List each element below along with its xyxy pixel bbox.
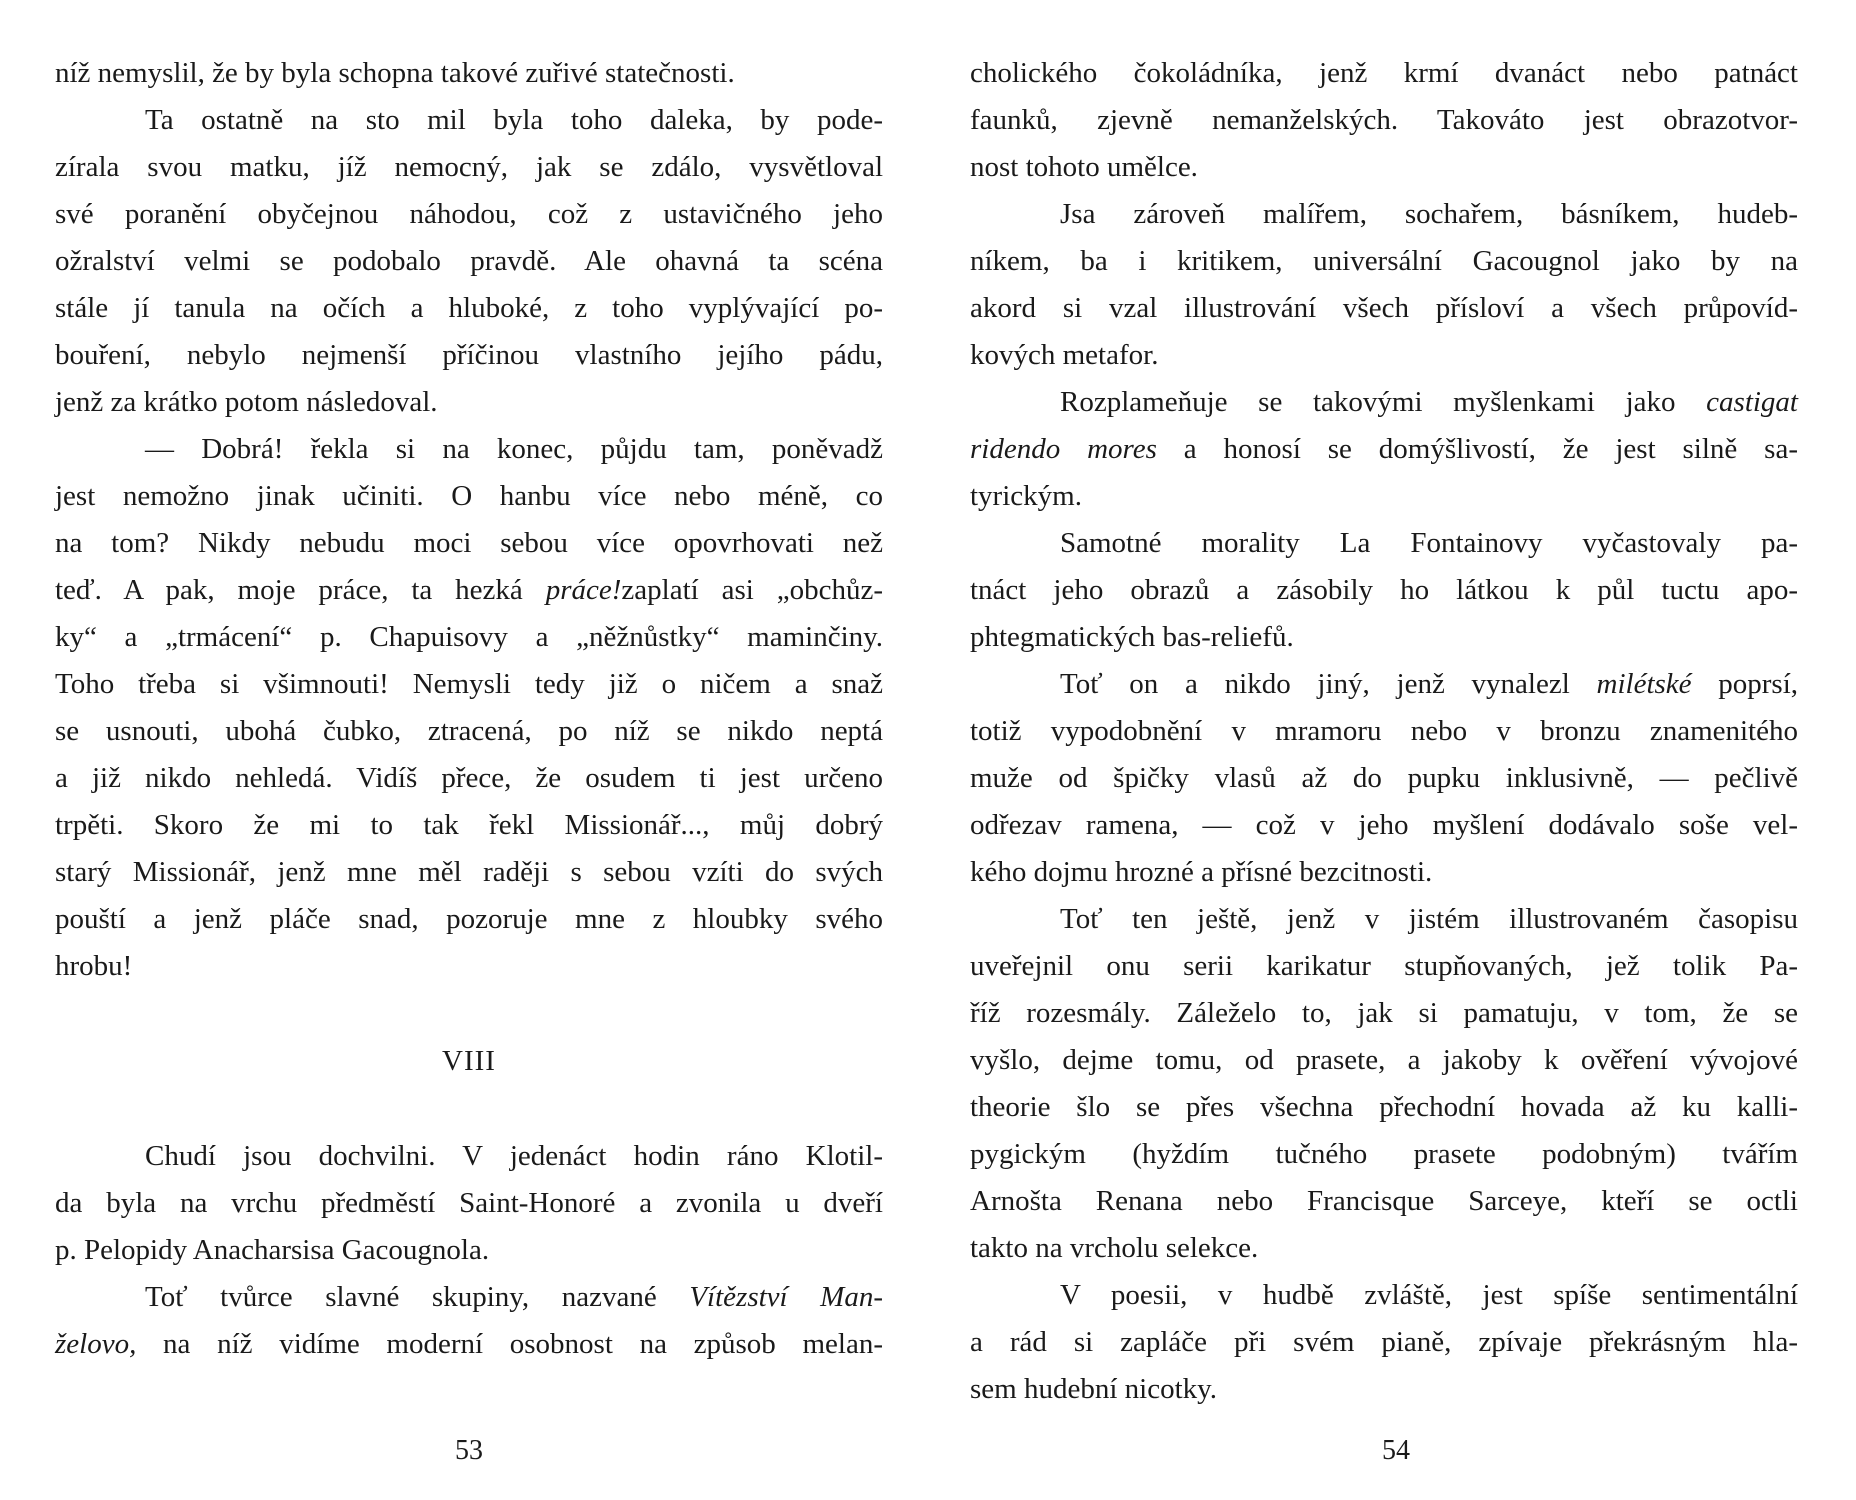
text-line: trpěti. Skoro že mi to tak řekl Missionář..., můj dobrý [55, 809, 883, 841]
text-line: Arnošta Renana nebo Francisque Sarceye, kteří se octli [970, 1185, 1798, 1217]
text-line: a rád si zapláče při svém pianě, zpívaje překrásným hla- [970, 1326, 1798, 1358]
text-line: jenž za krátko potom následoval. [55, 386, 438, 418]
italic-word: práce! [545, 574, 622, 606]
text-line: tyrickým. [970, 480, 1082, 512]
text-line: své poranění obyčejnou náhodou, což z ustavičného jeho [55, 198, 883, 230]
left-page-text [55, 50, 883, 1368]
text-line: phtegmatických bas-reliefů. [970, 621, 1294, 653]
text-line: bouření, nebylo nejmenší příčinou vlastního jejího pádu, [55, 339, 883, 371]
text-line: vyšlo, dejme tomu, od prasete, a jakoby k ověření vývojové [970, 1044, 1798, 1076]
italic-title: Vítězství Man- [689, 1281, 883, 1313]
italic-title: želovo, [55, 1328, 137, 1360]
text-run: Rozplameňuje se takovými myšlenkami jako [1060, 386, 1707, 418]
right-page [928, 0, 1856, 1500]
text-line: Samotné morality La Fontainovy vyčastovaly pa- [1060, 527, 1798, 559]
page-number: 53 [455, 1435, 483, 1466]
text-line [970, 379, 1798, 426]
text-line [55, 567, 883, 614]
text-line: — Dobrá! řekla si na konec, půjdu tam, poněvadž [145, 433, 883, 465]
text-run: Toť tvůrce slavné skupiny, nazvané [145, 1281, 690, 1313]
text-line: sem hudební nicotky. [970, 1373, 1217, 1405]
text-line: kého dojmu hrozné a přísné bezcitnosti. [970, 856, 1433, 888]
text-line: pygickým (hyždím tučného prasete podobným) tvářím [970, 1138, 1798, 1170]
text-line: ky“ a „trmácení“ p. Chapuisovy a „něžnůstky“ maminčiny. [55, 621, 883, 653]
text-line: říž rozesmály. Záleželo to, jak si pamatuju, v tom, že se [970, 997, 1798, 1029]
text-line: uveřejnil onu serii karikatur stupňovaných, jež tolik Pa- [970, 950, 1798, 982]
text-run: poprsí, [1691, 668, 1799, 700]
text-line: faunků, zjevně nemanželských. Takováto jest obrazotvor- [970, 104, 1798, 136]
text-line: nost tohoto umělce. [970, 151, 1198, 183]
text-line: Chudí jsou dochvilni. V jedenáct hodin ráno Klotil- [145, 1140, 883, 1172]
text-line: da byla na vrchu předměstí Saint-Honoré a zvonila u dveří [55, 1187, 883, 1219]
text-line: theorie šlo se přes všechna přechodní hovada až ku kalli- [970, 1091, 1798, 1123]
right-page-text [970, 50, 1798, 1413]
text-line: jest nemožno jinak učiniti. O hanbu více nebo méně, co [55, 480, 883, 512]
text-line [970, 661, 1798, 708]
text-line [970, 426, 1798, 473]
text-line: muže od špičky vlasů až do pupku inklusivně, — pečlivě [970, 762, 1798, 794]
text-line: takto na vrcholu selekce. [970, 1232, 1259, 1264]
text-line: Jsa zároveň malířem, sochařem, básníkem, hudeb- [1060, 198, 1798, 230]
italic-phrase: ridendo mores [970, 433, 1157, 465]
text-run: na níž vidíme moderní osobnost na způsob melan- [136, 1328, 883, 1360]
text-line: totiž vypodobnění v mramoru nebo v bronzu znamenitého [970, 715, 1798, 747]
text-line: odřezav ramena, — což v jeho myšlení dodávalo soše vel- [970, 809, 1798, 841]
text-line: níkem, ba i kritikem, universální Gacougnol jako by na [970, 245, 1798, 277]
text-line: cholického čokoládníka, jenž krmí dvanáct nebo patnáct [970, 57, 1798, 89]
text-run: a honosí se domýšlivostí, že jest silně sa- [1156, 433, 1798, 465]
text-run: teď. A pak, moje práce, ta hezká [55, 574, 546, 606]
text-line: p. Pelopidy Anacharsisa Gacougnola. [55, 1234, 490, 1266]
text-line: stále jí tanula na očích a hluboké, z toho vyplývající po- [55, 292, 883, 324]
text-line: tnáct jeho obrazů a zásobily ho látkou k půl tuctu apo- [970, 574, 1798, 606]
text-line [55, 1274, 883, 1321]
text-run: zaplatí asi „obchůz- [621, 574, 883, 606]
text-line: ožralství velmi se podobalo pravdě. Ale ohavná ta scéna [55, 245, 883, 277]
italic-phrase: castigat [1706, 386, 1798, 418]
text-line: kových metafor. [970, 339, 1159, 371]
text-run: Toť on a nikdo jiný, jenž vynalezl [1060, 668, 1597, 700]
page-number: 54 [1382, 1435, 1410, 1466]
text-line: na tom? Nikdy nebudu moci sebou více opovrhovati než [55, 527, 883, 559]
text-line: Ta ostatně na sto mil byla toho daleka, by pode- [145, 104, 883, 136]
text-line: starý Missionář, jenž mne měl raději s sebou vzíti do svých [55, 856, 883, 888]
text-line: se usnouti, ubohá čubko, ztracená, po níž se nikdo neptá [55, 715, 883, 747]
text-line: hrobu! [55, 950, 133, 982]
text-line: Toť ten ještě, jenž v jistém illustrovaném časopisu [1060, 903, 1798, 935]
text-line: akord si vzal illustrování všech přísloví a všech průpovíd- [970, 292, 1798, 324]
chapter-heading: VIII [442, 1045, 496, 1077]
text-line: zírala svou matku, jíž nemocný, jak se zdálo, vysvětloval [55, 151, 883, 183]
text-line [55, 1321, 883, 1368]
text-line: pouští a jenž pláče snad, pozoruje mne z hloubky svého [55, 903, 883, 935]
text-line: níž nemyslil, že by byla schopna takové zuřivé statečnosti. [55, 57, 735, 89]
text-line: V poesii, v hudbě zvláště, jest spíše sentimentální [1060, 1279, 1798, 1311]
text-line: a již nikdo nehledá. Vidíš přece, že osudem ti jest určeno [55, 762, 883, 794]
text-line: Toho třeba si všimnouti! Nemysli tedy již o ničem a snaž [55, 668, 883, 700]
italic-word: milétské [1596, 668, 1692, 700]
